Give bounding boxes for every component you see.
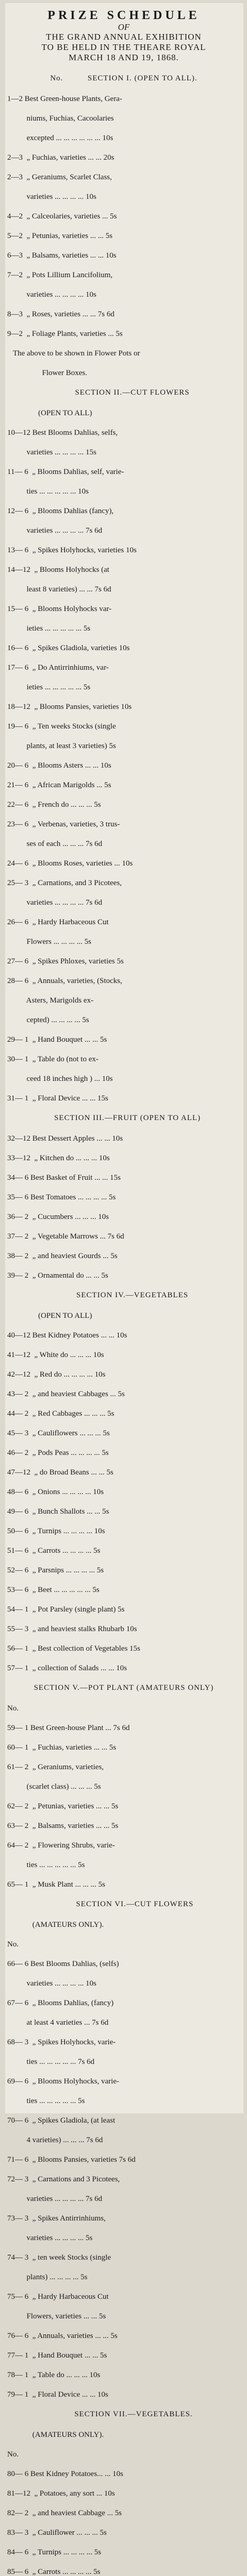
schedule-line: ties ... ... ... ... ... 7s 6d [7,2058,95,2066]
schedule-line: 68— 3 „ Spikes Holyhocks, varie- [7,2038,116,2046]
schedule-subtitle-1: THE GRAND ANNUAL EXHIBITION [46,32,202,42]
schedule-line: varieties ... ... ... ... 7s 6d [7,2195,103,2203]
section-heading: SECTION VII.—VEGETABLES. [55,2410,193,2418]
schedule-date: MARCH 18 AND 19, 1868. [69,53,179,62]
section-heading: SECTION IV.—VEGETABLES [59,1291,189,1299]
schedule-line: 85— 6 „ Carrots ... ... ... ... 5s [7,2568,101,2576]
schedule-line: ses of each ... ... ... 7s 6d [7,840,103,848]
section-heading: SECTION II.—CUT FLOWERS [58,388,190,397]
schedule-line: 9—2 „ Foliage Plants, varieties ... 5s [7,330,123,338]
schedule-line: 56— 1 „ Best collection of Vegetables 15s [7,1645,141,1653]
schedule-line: 14—12 „ Blooms Holyhocks (at [7,566,109,574]
schedule-line: 43— 2 „ and heaviest Cabbages ... 5s [7,1390,125,1398]
schedule-line: least 8 varieties) ... ... 7s 6d [7,585,111,594]
schedule-line: 2—3 „ Fuchias, varieties ... ... 20s [7,154,114,162]
schedule-line: varieties ... ... ... ... 10s [7,291,96,299]
section-heading: SECTION VI.—CUT FLOWERS [54,1900,194,1908]
schedule-line: 11— 6 „ Blooms Dahlias, self, varie- [7,468,124,476]
schedule-line: 18—12 „ Blooms Pansies, varieties 10s [7,703,132,711]
newspaper-column [5,3,243,2576]
schedule-line: 47—12 „ do Broad Beans ... ... 5s [7,1468,113,1477]
schedule-title: PRIZE SCHEDULE [47,9,200,22]
schedule-line: 61— 2 „ Geraniums, varieties, [7,1763,104,1771]
schedule-line: 63— 2 „ Balsams, varieties ... ... 5s [7,1822,119,1830]
schedule-line: varieties ... ... ... ... 7s 6d [7,527,103,535]
schedule-line: 27— 6 „ Spikes Phloxes, varieties 5s [7,957,124,965]
schedule-line: 41—12 „ White do ... ... ... 10s [7,1351,104,1359]
schedule-line: 55— 3 „ and heaviest stalks Rhubarb 10s [7,1625,137,1633]
schedule-line: 33—12 „ Kitchen do ... ... ... 10s [7,1154,110,1162]
schedule-line: No. [7,2450,19,2459]
schedule-line: 49— 6 „ Bunch Shallots ... ... 5s [7,1507,109,1516]
schedule-line: 36— 2 „ Cucumbers ... ... ... 10s [7,1213,109,1221]
schedule-line: 50— 6 „ Turnips ... ... ... ... 10s [7,1527,105,1535]
schedule-line: 37— 2 „ Vegetable Marrows ... 7s 6d [7,1232,124,1241]
schedule-line: excepted ... ... ... ... ... ... 10s [7,134,113,142]
schedule-line: 31— 1 „ Floral Device ... ... 15s [7,1094,108,1103]
schedule-line: 82— 2 „ and heaviest Cabbage ... 5s [7,2509,122,2517]
schedule-line: 20— 6 „ Blooms Asters ... ... 10s [7,761,111,770]
schedule-line: 83— 3 „ Cauliflower ... ... ... 5s [7,2529,107,2537]
schedule-line: ieties ... ... ... ... ... 5s [7,624,91,633]
schedule-of: OF [118,22,130,32]
schedule-line: (AMATEURS ONLY). [7,1921,104,1929]
schedule-line: (OPEN TO ALL) [7,1312,92,1320]
schedule-line: 24— 6 „ Blooms Roses, varieties ... 10s [7,859,133,868]
schedule-line: 69— 6 „ Blooms Holyhocks, varie- [7,2077,120,2086]
schedule-line: 64— 2 „ Flowering Shrubs, varie- [7,1841,115,1850]
schedule-line: 70— 6 „ Spikes Gladiola, (at least [7,2116,116,2125]
masthead [7,8,240,63]
schedule-line: (AMATEURS ONLY). [7,2431,104,2439]
schedule-body [7,74,240,2576]
schedule-line: 46— 2 „ Pods Peas ... ... ... ... 5s [7,1449,109,1457]
schedule-line: 5—2 „ Petunias, varieties ... ... 5s [7,232,113,240]
schedule-line: No. [7,1940,19,1948]
schedule-line: 40—12 Best Kidney Potatoes ... ... 10s [7,1331,127,1340]
schedule-line: (scarlet class) ... ... ... 5s [7,1783,101,1791]
schedule-line: at least 4 varieties ... 7s 6d [7,2019,109,2027]
schedule-line: cepted) ... ... ... ... 5s [7,1016,89,1024]
schedule-line: 21— 6 „ African Marigolds ... 5s [7,781,111,789]
schedule-line: 26— 6 „ Hardy Harbaceous Cut [7,918,109,926]
schedule-line: 44— 2 „ Red Cabbages ... ... ... 5s [7,1410,114,1418]
schedule-line: The above to be shown in Flower Pots or [7,349,140,358]
section-heading: No. SECTION I. (OPEN TO ALL). [50,74,197,82]
schedule-line: ceed 18 inches high ) ... 10s [7,1075,113,1083]
schedule-line: 52— 6 „ Parsnips ... ... ... ... 5s [7,1566,104,1574]
schedule-line: 62— 2 „ Petunias, varieties ... ... 5s [7,1802,119,1810]
schedule-line: 32—12 Best Dessert Apples ... ... 10s [7,1134,123,1143]
schedule-line: 71— 6 „ Blooms Pansies, varieties 7s 6d [7,2156,136,2164]
schedule-line: 66— 6 Best Blooms Dahlias, (selfs) [7,1960,119,1968]
schedule-line: 73— 3 „ Spikes Antirrinhiums, [7,2214,106,2223]
schedule-subtitle-2: TO BE HELD IN THE THEARE ROYAL [41,42,206,52]
schedule-line: 15— 6 „ Blooms Holyhocks var- [7,605,112,613]
schedule-line: ties ... ... ... ... ... 10s [7,487,89,496]
schedule-line: Asters, Marigolds ex- [7,996,94,1005]
schedule-line: 16— 6 „ Spikes Gladiola, varieties 10s [7,644,130,652]
schedule-line: 79— 1 „ Floral Device ... ... 10s [7,2391,108,2399]
schedule-line: 72— 3 „ Carnations and 3 Picotees, [7,2175,120,2183]
schedule-line: 42—12 „ Red do ... ... ... ... 10s [7,1370,106,1379]
schedule-line: 53— 6 „ Beet ... ... ... ... ... 5s [7,1586,100,1594]
schedule-line: 13— 6 „ Spikes Holyhocks, varieties 10s [7,546,137,554]
schedule-line: ties ... ... ... ... ... 5s [7,1861,85,1869]
schedule-line: No. [7,1704,19,1713]
schedule-line: 25— 3 „ Carnations, and 3 Picotees, [7,879,122,887]
schedule-line: 39— 2 „ Ornamental do ... ... 5s [7,1272,108,1280]
schedule-line: Flowers ... ... ... ... 5s [7,938,91,946]
schedule-line: 29— 1 „ Hand Bouquet ... ... 5s [7,1036,107,1044]
schedule-line: 78— 1 „ Table do ... ... ... 10s [7,2371,101,2379]
schedule-line: 23— 6 „ Verbenas, varieties, 3 trus- [7,820,120,828]
section-heading: SECTION V.—POT PLANT (AMATEURS ONLY) [34,1684,214,1692]
schedule-line: 17— 6 „ Do Antirrinhiums, var- [7,664,109,672]
schedule-line: 4 varieties) ... ... ... 7s 6d [7,2136,103,2144]
schedule-line: varieties ... ... ... ... 10s [7,1979,96,1988]
schedule-line: 22— 6 „ French do ... ... ... 5s [7,801,101,809]
schedule-line: 38— 2 „ and heaviest Gourds ... 5s [7,1252,118,1260]
schedule-line: 19— 6 „ Ten weeks Stocks (single [7,722,116,731]
schedule-line: 7—2 „ Pots Lillium Lancifolium, [7,271,113,279]
schedule-line: ties ... ... ... ... ... 5s [7,2097,85,2105]
schedule-line: 4—2 „ Calceolaries, varieties ... 5s [7,212,117,221]
schedule-line: varieties ... ... ... ... 15s [7,448,96,456]
schedule-line: plants, at least 3 varieties) 5s [7,742,116,750]
schedule-line: 60— 1 „ Fuchias, varieties ... ... 5s [7,1743,117,1752]
schedule-line: 10—12 Best Blooms Dahlias, selfs, [7,429,118,437]
section-heading: SECTION III.—FRUIT (OPEN TO ALL) [46,1114,201,1122]
schedule-line: 48— 6 „ Onions ... ... ... ... 10s [7,1488,104,1496]
schedule-line: varieties ... ... ... ... 10s [7,193,96,201]
schedule-line: 67— 6 „ Blooms Dahlias, (fancy) [7,1999,114,2007]
schedule-line: 34— 6 Best Basket of Fruit ... ... 15s [7,1174,121,1182]
schedule-line: 74— 3 „ ten week Stocks (single [7,2253,111,2262]
schedule-line: plants) ... ... ... ... 5s [7,2273,88,2281]
schedule-line: 51— 6 „ Carrots ... ... ... ... 5s [7,1547,101,1555]
schedule-line: 57— 1 „ collection of Salads ... ... 10s [7,1664,127,1672]
schedule-line: 80— 6 Best Kidney Potatoes... ... 10s [7,2470,123,2478]
schedule-line: (OPEN TO ALL) [7,409,92,417]
schedule-line: 76— 6 „ Annuals, varieties ... ... 5s [7,2332,118,2340]
schedule-line: 2—3 „ Geraniums, Scarlet Class, [7,173,112,181]
schedule-line: 54— 1 „ Pot Parsley (single plant) 5s [7,1605,125,1614]
schedule-line: 59— 1 Best Green-house Plant ... 7s 6d [7,1724,130,1732]
schedule-line: 45— 3 „ Cauliflowers ... ... ... 5s [7,1429,110,1437]
schedule-line: 12— 6 „ Blooms Dahlias (fancy), [7,507,114,515]
schedule-line: 30— 1 „ Table do (not to ex- [7,1055,98,1063]
schedule-line: niums, Fuchias, Cacoolaries [7,114,114,123]
schedule-line: 65— 1 „ Musk Plant ... ... ... 5s [7,1880,106,1889]
schedule-line: varieties ... ... ... ... 7s 6d [7,899,103,907]
schedule-line: varieties ... ... ... ... 5s [7,2234,93,2242]
schedule-line: 8—3 „ Roses, varieties ... ... 7s 6d [7,310,114,318]
schedule-line: 35— 6 Best Tomatoes ... ... ... ... 5s [7,1193,116,1201]
schedule-line: Flowers, varieties ... ... 5s [7,2312,106,2320]
schedule-line: 1—2 Best Green-house Plants, Gera- [7,95,122,103]
schedule-line: 81—12 „ Potatoes, any sort ... 10s [7,2489,115,2498]
schedule-line: 28— 6 „ Annuals, varieties, (Stocks, [7,977,122,985]
schedule-line: 6—3 „ Balsams, varieties ... ... 10s [7,251,117,260]
schedule-line: 77— 1 „ Hand Bouquet ... ... 5s [7,2351,107,2360]
schedule-line: 75— 6 „ Hardy Harbaceous Cut [7,2293,109,2301]
schedule-line: 84— 6 „ Turnips ... ... ... ... 5s [7,2548,102,2556]
schedule-line: ieties ... ... ... ... ... 5s [7,683,91,691]
schedule-line: Flower Boxes. [7,369,87,377]
